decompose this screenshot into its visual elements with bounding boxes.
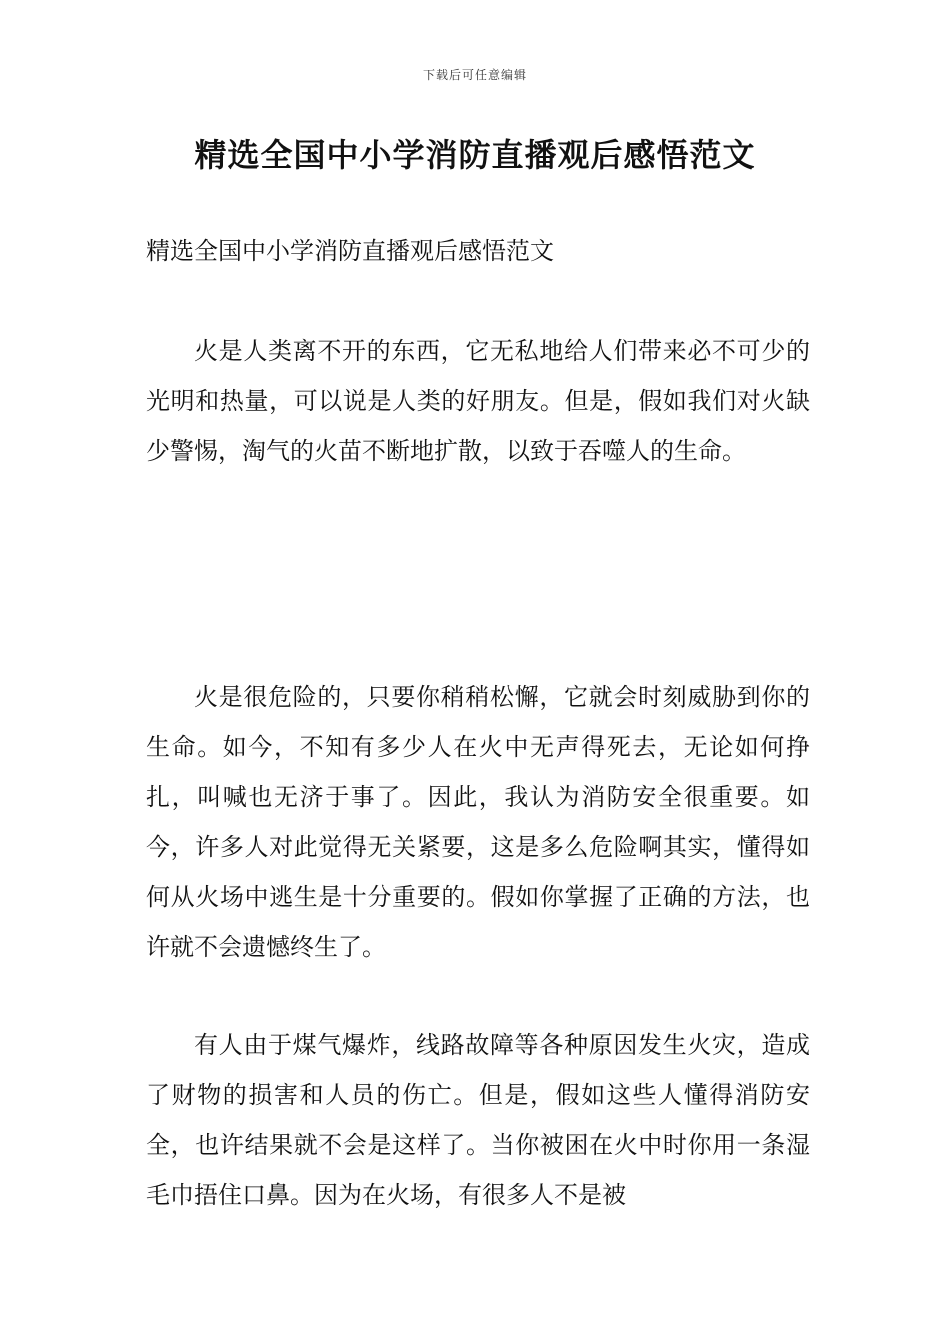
- paragraph-2: 火是很危险的，只要你稍稍松懈，它就会时刻威胁到你的生命。如今，不知有多少人在火中无声得死去，无论如何挣扎，叫喊也无济于事了。因此，我认为消防安全很重要。如今，许多人对此觉得无关紧要，这是多么危险啊其实，懂得如何从火场中逃生是十分重要的。假如你掌握了正确的方法，也许就不会遗憾终生了。: [146, 683, 810, 961]
- header-note: 下载后可任意编辑: [422, 68, 527, 82]
- document-subtitle: 精选全国中小学消防直播观后感悟范文: [146, 237, 554, 265]
- paragraph-1: 火是人类离不开的东西，它无私地给人们带来必不可少的光明和热量，可以说是人类的好朋友。但是，假如我们对火缺少警惕，淘气的火苗不断地扩散，以致于吞噬人的生命。: [146, 337, 810, 465]
- paragraph-3: 有人由于煤气爆炸，线路故障等各种原因发生火灾，造成了财物的损害和人员的伤亡。但是，假如这些人懂得消防安全，也许结果就不会是这样了。当你被困在火中时你用一条湿毛巾捂住口鼻。因为在火场，有很多人不是被: [146, 1031, 810, 1209]
- document-title: 精选全国中小学消防直播观后感悟范文: [194, 136, 756, 174]
